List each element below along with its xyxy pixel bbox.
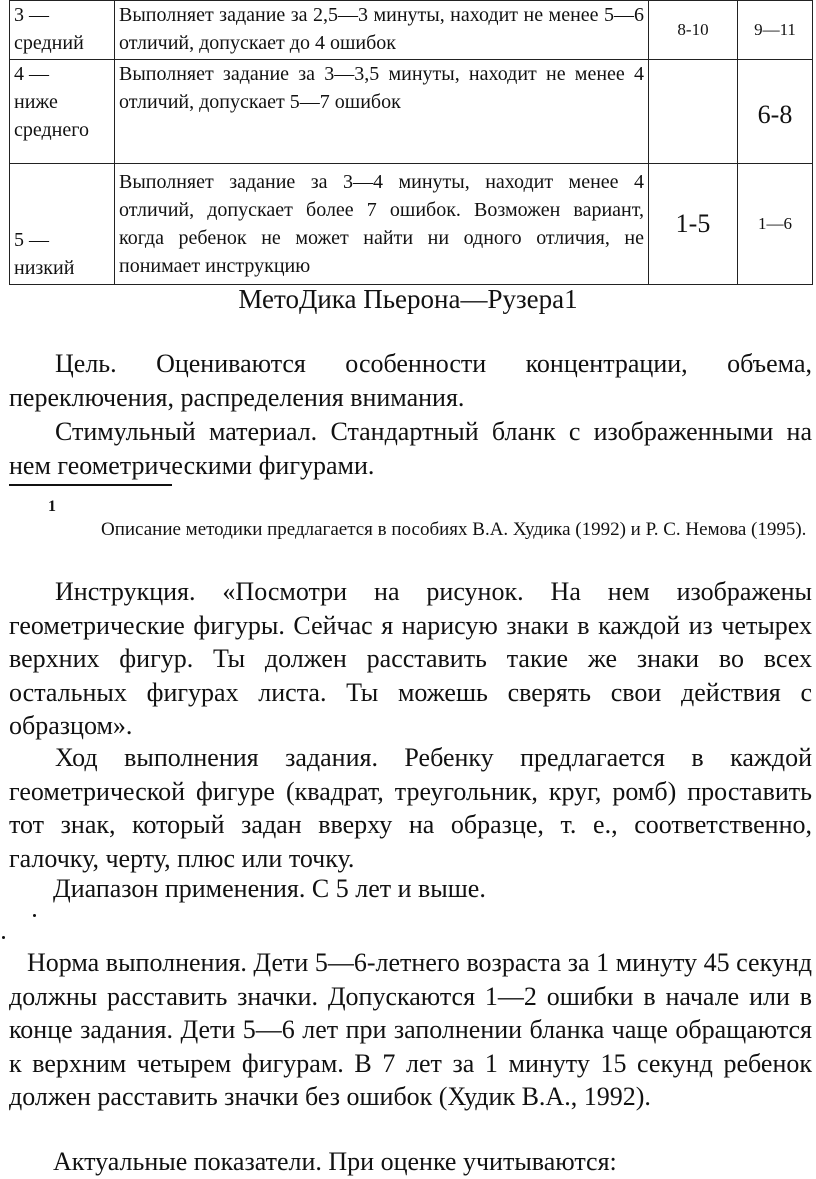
stray-dot xyxy=(2,936,5,939)
level-cell xyxy=(10,1,115,60)
score-a-cell: 1-5 xyxy=(649,164,738,285)
table-row xyxy=(10,1,813,60)
table-row xyxy=(10,60,813,164)
description-cell: Выполняет задание за 3—4 минуты, находит менее 4 отличий, допускает более 7 ошибок. Возможен вариант, когда ребенок не может найти ни одного отличия, не понимает инструкцию xyxy=(115,164,649,285)
footnote-text: Описание методики предлагается в пособиях В.А. Худика (1992) и Р. С. Немова (1995). xyxy=(101,519,807,540)
score-b-cell: 9—11 xyxy=(738,1,813,60)
level-cell xyxy=(10,164,115,285)
level-text: 3 — средний xyxy=(14,4,84,54)
score-b-cell: 6-8 xyxy=(738,60,813,164)
section-title: МетоДика Пьерона—Рузера1 xyxy=(238,284,578,314)
score-table xyxy=(9,0,813,285)
stimulus-paragraph: Стимульный материал. Стандартный бланк с изображенными на нем геометрическими фигурами. xyxy=(9,417,812,480)
procedure-paragraph: Ход выполнения задания. Ребенку предлагается в каждой геометрической фигуре (квадрат, треугольник, круг, ромб) проставить тот знак, который задан вверху на образце, т. е., соответственно, галочку, черту, плюс или точку. xyxy=(9,743,812,873)
level-cell xyxy=(10,60,115,164)
table-row xyxy=(10,164,813,285)
level-text: 4 — ниже среднего xyxy=(14,63,89,141)
score-a-cell: 8-10 xyxy=(649,1,738,60)
stray-dot xyxy=(33,914,36,917)
level-text: 5 — низкий xyxy=(14,229,75,279)
description-cell: Выполняет задание за 3—3,5 минуты, находит не менее 4 отличий, допускает 5—7 ошибок xyxy=(115,60,649,164)
footnote-divider xyxy=(9,484,172,486)
score-a-cell xyxy=(649,60,738,164)
footnote-marker: 1 xyxy=(48,498,56,515)
instruction-paragraph: Инструкция. «Посмотри на рисунок. На нем изображены геометрические фигуры. Сейчас я нарисую знаки в каждой из четырех верхних фигур. Ты должен расставить такие же знаки во всех остальных фигурах листа. Ты можешь сверять свои действия с образцом». xyxy=(9,577,812,740)
score-b-cell: 1—6 xyxy=(738,164,813,285)
norm-paragraph: Норма выполнения. Дети 5—6-летнего возраста за 1 минуту 45 секунд должны расставить значки. Допускаются 1—2 ошибки в начале или в конце задания. Дети 5—6 лет при заполнении бланка чаще обращаются к верхним четырем фигурам. В 7 лет за 1 минуту 15 секунд ребенок должен расставить значки без ошибок (Худик В.А., 1992). xyxy=(9,948,812,1111)
range-paragraph: Диапазон применения. С 5 лет и выше. xyxy=(53,874,486,903)
goal-paragraph: Цель. Оцениваются особенности концентрации, объема, переключения, распределения внимания. xyxy=(9,349,812,412)
description-cell: Выполняет задание за 2,5—3 минуты, находит не менее 5—6 отличий, допускает до 4 ошибок xyxy=(115,1,649,60)
actual-indicators-paragraph: Актуальные показатели. При оценке учитываются: xyxy=(53,1147,617,1176)
